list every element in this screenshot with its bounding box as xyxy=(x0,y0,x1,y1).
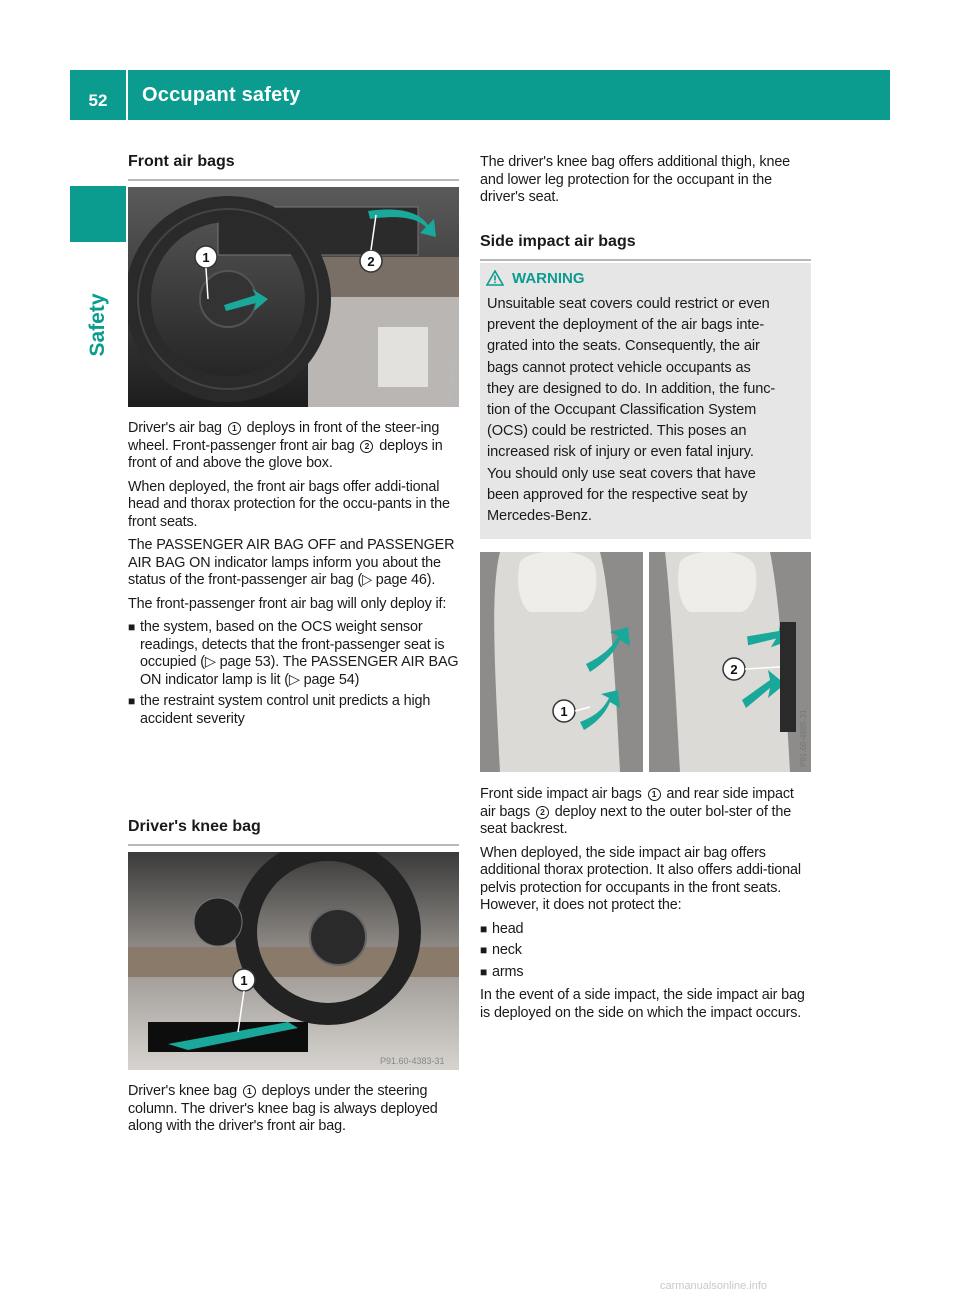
side-tab-marker xyxy=(70,186,126,242)
front-airbag-text xyxy=(128,420,461,734)
front-airbag-illustration xyxy=(128,187,459,407)
side-tab-label: Safety xyxy=(86,293,109,357)
side-para-2: When deployed, the side impact air bag offers additional thorax protection. It also offers addi-tional pelvis protection for occupants in the front seats. However, it does not protect the: xyxy=(480,844,801,913)
right-intro-para: The driver's knee bag offers additional thigh, knee and lower leg protection for the occupant in the driver's seat. xyxy=(480,154,791,205)
heading-drivers-knee-bag: Driver's knee bag xyxy=(128,818,459,846)
warning-text: Unsuitable seat covers could restrict or even prevent the deployment of the air bags inte- grated into the seats. Consequently, the air bags cannot protect vehicle occupants as they are designed to do. In addition, the func- tion of the Occupant Classification System (OCS) could be restricted. This poses an increased risk of injury or even fatal injury. You should only use seat covers that have been approved for the respective seat by Mercedes-Benz. xyxy=(487,296,776,525)
callout-1-ref: 1 xyxy=(228,422,241,435)
callout-1-ref: 1 xyxy=(648,788,661,801)
callout-2-text: 2 xyxy=(730,662,738,677)
side-airbag-text xyxy=(480,786,813,1028)
callout-1-text: 1 xyxy=(240,973,248,988)
side-airbag-illustration xyxy=(480,552,811,772)
heading-side-impact-air-bags: Side impact air bags xyxy=(480,233,811,261)
list-item: ■ head xyxy=(480,920,524,937)
list-item: ■ arms xyxy=(480,963,524,980)
callout-2-text: 2 xyxy=(367,254,375,269)
front-para-4: The front-passenger front air bag will only deploy if: xyxy=(128,595,447,612)
knee-para: Driver's knee bag 1 deploys under the steering column. The driver's knee bag is always deployed along with the driver's front air bag. xyxy=(128,1083,438,1134)
front-bullet-list xyxy=(128,619,461,728)
list-item: ■ neck xyxy=(480,942,522,958)
footer-watermark: carmanualsonline.info xyxy=(660,1280,768,1292)
heading-front-air-bags: Front air bags xyxy=(128,153,459,181)
photo-side-impact-air-bags xyxy=(480,552,811,772)
image-code: P91.60-4383-31 xyxy=(380,1056,445,1066)
image-code: P91.60-4885-31 xyxy=(799,709,808,767)
knee-bag-illustration xyxy=(128,852,459,1070)
callout-1-text: 1 xyxy=(560,704,568,719)
callout-1-ref: 1 xyxy=(243,1085,256,1098)
side-para-3: In the event of a side impact, the side impact air bag is deployed on the side on which the impact occurs. xyxy=(480,987,805,1021)
photo-front-air-bags xyxy=(128,187,459,407)
list-item: ■ the restraint system control unit predicts a high accident severity xyxy=(128,693,431,727)
list-item: ■ the system, based on the OCS weight sensor readings, detects that the front-passenger seat is occupied (▷ page 53). The PASSENGER AIR BAG ON indicator lamp is lit (▷ page 54) xyxy=(128,619,459,688)
image-code: P91.60-4884-31 xyxy=(447,344,456,402)
side-para-1: Front side impact air bags 1 and rear side impact air bags 2 deploy next to the outer bol-ster of the seat backrest. xyxy=(480,786,794,837)
callout-2-ref: 2 xyxy=(360,440,373,453)
side-bullet-list xyxy=(480,921,813,982)
callout-1-text: 1 xyxy=(202,250,210,265)
warning-triangle-icon xyxy=(486,270,508,290)
callout-2-ref: 2 xyxy=(536,806,549,819)
knee-bag-continued xyxy=(480,154,813,213)
page-title: Occupant safety xyxy=(142,84,301,106)
warning-heading: WARNING xyxy=(486,270,585,290)
knee-bag-text xyxy=(128,1083,461,1142)
front-para-1: Driver's air bag 1 deploys in front of the steer-ing wheel. Front-passenger front air bag 2 deploys in front of and above the glove box. xyxy=(128,420,443,471)
header-divider xyxy=(126,70,128,120)
front-para-2: When deployed, the front air bags offer addi-tional head and thorax protection for the occu-pants in the front seats. xyxy=(128,478,450,530)
page-number: 52 xyxy=(88,91,108,110)
front-para-3: The PASSENGER AIR BAG OFF and PASSENGER AIR BAG ON indicator lamps inform you about the status of the front-passenger air bag (▷ page 46). xyxy=(128,537,455,588)
photo-knee-bag xyxy=(128,852,459,1070)
